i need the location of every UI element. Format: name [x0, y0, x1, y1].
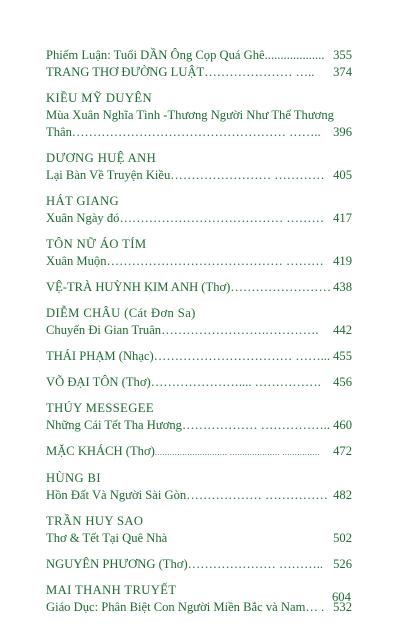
toc-entry-page-number: 532: [333, 600, 352, 614]
toc-entry-title: Những Cái Tết Tha Hương: [46, 418, 182, 432]
toc-entry-page-number: 472: [333, 444, 352, 458]
author-heading: HÁT GIANG: [46, 194, 119, 208]
toc-entry: [46, 279, 352, 296]
toc-entry-page-number: 405: [333, 168, 352, 182]
toc-entry-leader: …………………………………………… ……..: [71, 125, 321, 139]
toc-entry-leader: ...................: [264, 48, 325, 62]
toc-entry-leader: ……………… ……………..: [181, 418, 330, 432]
toc-entry: [46, 322, 352, 339]
toc-entry-title: Phiếm Luận: Tuổi DẦN Ông Cọp Quá Ghê: [46, 48, 265, 62]
toc-entry-title: Chuyến Đi Gian Truân: [46, 323, 162, 337]
toc-entry-leader: …………………………………… ………: [106, 254, 324, 268]
toc-entry-page-number: 456: [333, 375, 352, 389]
toc-entry: [46, 124, 352, 141]
toc-entry-page-number: 455: [333, 349, 352, 363]
toc-entry-page-number: 460: [333, 418, 352, 432]
toc-entry-title: Thân: [46, 125, 72, 139]
toc-entry: [46, 374, 352, 391]
toc-entry-title: Hồn Đất Và Người Sài Gòn: [46, 488, 187, 502]
toc-entry-leader: ............................. .................... ...............: [154, 448, 320, 457]
toc-entry-leader: …………………… …………: [170, 168, 325, 182]
toc-entry-title: Giáo Dục: Phân Biệt Con Người Miền Bắc và Nam… .: [46, 600, 325, 614]
toc-entry-leader: ………………… ………..: [187, 557, 324, 571]
page-number: 604: [332, 590, 351, 604]
toc-entry-page-number: 438: [333, 280, 352, 294]
toc-entry-title: Lại Bàn Về Truyện Kiều: [46, 168, 171, 182]
author-heading: DIỄM CHÂU (Cát Đơn Sa): [46, 306, 196, 320]
toc-title-line: Mùa Xuân Nghĩa Tình -Thương Người Như Thể Thương: [46, 108, 334, 122]
toc-entry-leader: …………………………… ……...: [153, 349, 331, 363]
toc-entry: [46, 487, 352, 504]
toc-entry-page-number: 442: [333, 323, 352, 337]
toc-entry: [46, 530, 352, 547]
toc-entry-title: Xuân Muộn: [46, 254, 107, 268]
table-of-contents: [46, 47, 352, 616]
author-heading: THÚY MESSEGEE: [46, 401, 154, 415]
toc-entry-leader: ………………….... …………….: [150, 375, 321, 389]
toc-entry-title: Xuân Ngày đó: [46, 211, 120, 225]
toc-entry-page-number: 355: [333, 48, 352, 62]
author-heading: KIỀU MỸ DUYÊN: [46, 91, 152, 105]
author-heading: DƯƠNG HUỆ ANH: [46, 151, 157, 165]
toc-entry-page-number: 417: [333, 211, 352, 225]
toc-entry: [46, 348, 352, 365]
toc-entry-leader: …………………….………….: [161, 323, 319, 337]
author-heading: TRẦN HUY SAO: [46, 514, 144, 528]
author-heading: TÔN NỮ ÁO TÍM: [46, 237, 147, 251]
toc-entry: [46, 417, 352, 434]
toc-entry-page-number: 374: [333, 65, 352, 79]
toc-entry-title: NGUYÊN PHƯƠNG (Thơ): [46, 557, 188, 571]
toc-entry: [46, 210, 352, 227]
toc-entry-page-number: 526: [333, 557, 352, 571]
toc-entry-title: THÁI PHẠM (Nhạc): [46, 349, 154, 363]
toc-entry-leader: ……………… ……………: [186, 488, 328, 502]
author-heading: MAI THANH TRUYẾT: [46, 583, 177, 597]
toc-entry: [46, 47, 352, 64]
toc-entry-title: VÕ ĐẠI TÔN (Thơ): [46, 375, 151, 389]
toc-entry: [46, 167, 352, 184]
toc-entry: [46, 253, 352, 270]
toc-entry: [46, 556, 352, 573]
toc-entry-title: VỆ-TRÀ HUỲNH KIM ANH (Thơ): [46, 280, 231, 294]
toc-entry-leader: ………………………………… ………: [119, 211, 325, 225]
toc-entry: [46, 443, 352, 461]
toc-entry-leader: ………………… …..: [204, 65, 315, 79]
toc-entry: [46, 599, 352, 616]
author-heading: HÙNG BI: [46, 471, 101, 485]
toc-entry: [46, 64, 352, 81]
toc-entry-title: Thơ & Tết Tại Quê Nhà: [46, 531, 168, 545]
toc-entry-page-number: 419: [333, 254, 352, 268]
toc-entry-title: MẶC KHÁCH (Thơ): [46, 444, 155, 458]
toc-entry-leader: ……………………: [230, 280, 332, 294]
toc-entry-page-number: 502: [333, 531, 352, 545]
toc-entry-page-number: 396: [333, 125, 352, 139]
toc-entry-page-number: 482: [333, 488, 352, 502]
toc-entry-title: TRANG THƠ ĐƯỜNG LUẬT: [46, 65, 205, 79]
